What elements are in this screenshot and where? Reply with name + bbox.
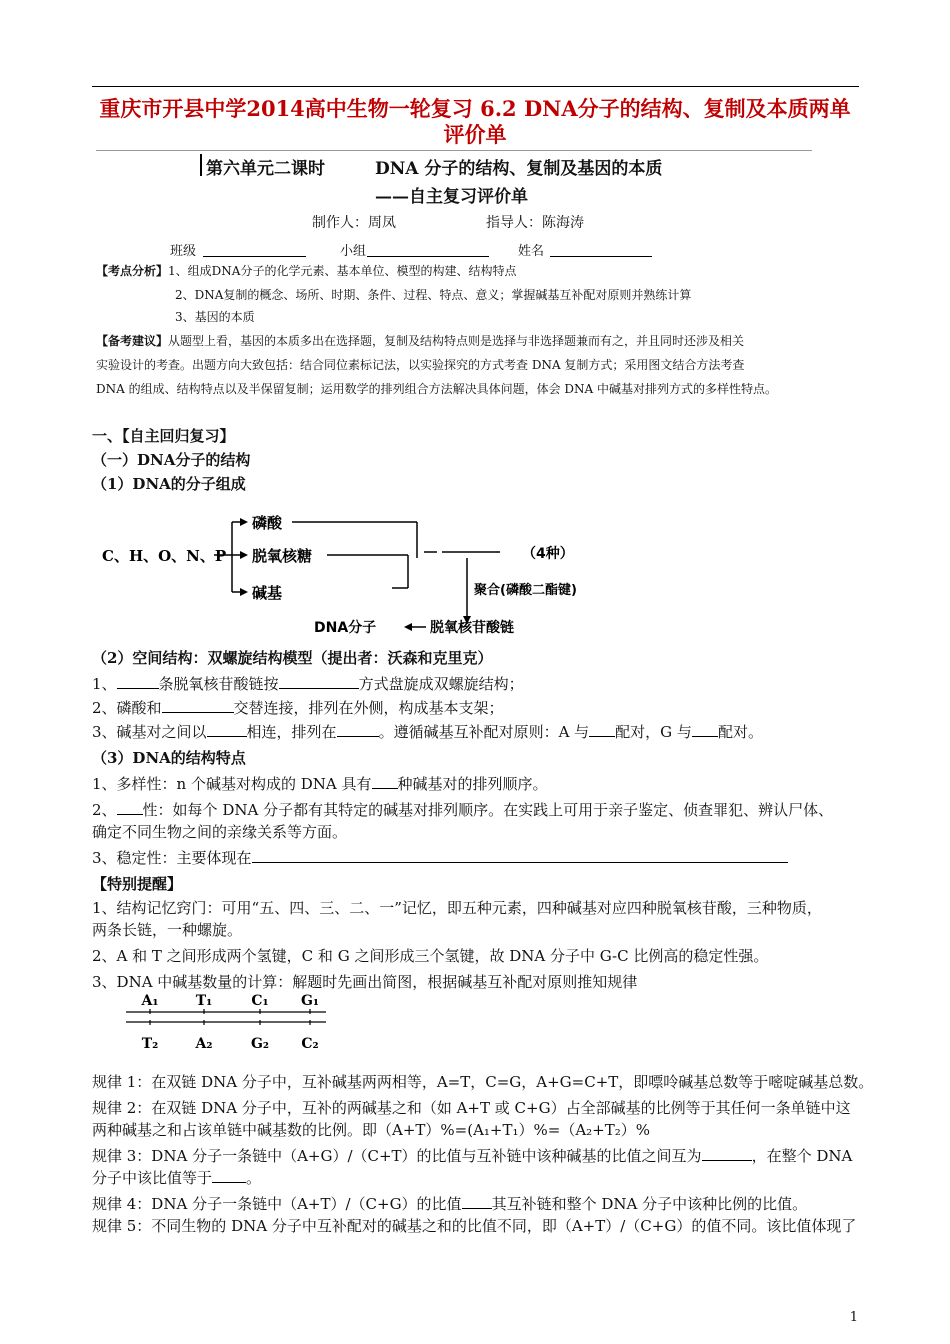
- page-number: 1: [849, 1310, 858, 1325]
- q3-mid2: 。遵循碱基互补配对原则：A 与: [378, 723, 590, 741]
- f1-prefix: 1、多样性：n 个碱基对构成的 DNA 具有: [92, 775, 372, 793]
- sub-heading-features: （3）DNA的结构特点: [92, 749, 246, 767]
- rule-3-cont: [92, 1168, 261, 1188]
- strand-bottom-2: G₂: [250, 1036, 270, 1052]
- analysis-label: 【考点分析】: [96, 264, 169, 278]
- deoxyribose-label: 脱氧核糖: [252, 547, 313, 565]
- header-top-rule: [96, 150, 812, 151]
- maker-label: 制作人：周凤: [312, 215, 396, 231]
- phosphate-label: 磷酸: [252, 514, 283, 532]
- q3-mid3: 配对，G 与: [615, 723, 692, 741]
- q3-prefix: 3、碱基对之间以: [92, 723, 207, 741]
- feature-2-cont: 确定不同生物之间的亲缘关系等方面。: [92, 823, 348, 841]
- r3-mid: ，在整个 DNA: [751, 1147, 853, 1165]
- feature-3: [92, 848, 788, 868]
- advice-text1: 从题型上看，基因的本质多出在选择题，复制及结构特点则是选择与非选择题兼而有之，并且同时还涉及相关: [168, 334, 745, 348]
- rule-4: [92, 1194, 807, 1214]
- feature-2: [92, 800, 833, 820]
- sub-heading-composition: （1）DNA的分子组成: [92, 475, 246, 493]
- f2-blank[interactable]: [117, 800, 143, 815]
- section-heading: 一、【自主回归复习】: [92, 427, 235, 445]
- kinds-label: （4种）: [522, 546, 574, 562]
- q1-blank-2[interactable]: [279, 674, 359, 689]
- question-2: [92, 698, 504, 718]
- f2-prefix: 2、: [92, 801, 117, 819]
- f1-blank[interactable]: [372, 774, 398, 789]
- group-label: 小组: [340, 244, 367, 259]
- advice-line3: DNA 的组成、结构特点以及半保留复制；运用数学的排列组合方法解决具体问题，体会 DNA 中碱基对排列方式的多样性特点。: [96, 382, 778, 396]
- strand-bottom-1: A₂: [195, 1036, 213, 1052]
- r4-prefix: 规律 4：DNA 分子一条链中（A+T）/（C+G）的比值: [92, 1195, 462, 1213]
- group-blank[interactable]: [367, 242, 489, 257]
- strand-top-0: A₁: [141, 993, 159, 1009]
- composition-diagram: [92, 500, 652, 640]
- doc-title-line2: 评价单: [443, 122, 507, 147]
- sub-heading-spatial: （2）空间结构：双螺旋结构模型（提出者：沃森和克里克）: [92, 649, 493, 667]
- advice-label: 【备考建议】: [96, 334, 169, 348]
- rule-2: 规律 2：在双链 DNA 分子中，互补的两碱基之和（如 A+T 或 C+G）占全部碱基的比例等于其任何一条单链中这: [92, 1099, 851, 1117]
- q3-suffix: 配对。: [717, 723, 763, 741]
- r4-suffix: 其互补链和整个 DNA 分子中该种比例的比值。: [491, 1195, 808, 1213]
- q2-suffix: 交替连接，排列在外侧，构成基本支架；: [233, 699, 504, 717]
- elements-label: C、H、O、N、P: [102, 547, 227, 565]
- r3-blank-1[interactable]: [702, 1146, 752, 1161]
- q1-suffix: 方式盘旋成双螺旋结构；: [358, 675, 524, 693]
- f2-text: 性：如每个 DNA 分子都有其特定的碱基对排列顺序。在实践上可用于亲子鉴定、侦查罪犯、辨认尸体、: [142, 801, 834, 819]
- rule-3: [92, 1146, 852, 1166]
- tip-3: 3、DNA 中碱基数量的计算：解题时先画出简图，根据碱基互补配对原则推知规律: [92, 973, 638, 991]
- header-unit: 第六单元二课时: [206, 159, 325, 179]
- polymerize-label: 聚合(磷酸二酯键): [474, 583, 577, 598]
- sub-heading-structure: （一）DNA分子的结构: [92, 451, 251, 469]
- strand-top-2: C₁: [251, 993, 269, 1009]
- name-label: 姓名: [518, 244, 545, 259]
- r3-cont: 分子中该比值等于: [92, 1169, 213, 1187]
- rule-5: 规律 5：不同生物的 DNA 分子中互补配对的碱基之和的比值不同，即（A+T）/（C+G）的值不同。该比值体现了: [92, 1217, 857, 1235]
- advice-line1: [96, 332, 744, 349]
- q3-blank-1[interactable]: [207, 722, 247, 737]
- q2-prefix: 2、磷酸和: [92, 699, 162, 717]
- q3-blank-4[interactable]: [692, 722, 718, 737]
- tip-1-cont: 两条长链，一种螺旋。: [92, 921, 243, 939]
- f1-suffix: 种碱基对的排列顺序。: [397, 775, 548, 793]
- base-label: 碱基: [252, 584, 283, 602]
- question-1: [92, 674, 524, 694]
- rule-1: 规律 1：在双链 DNA 分子中，互补碱基两两相等，A=T，C=G，A+G=C+T，即嘌呤碱基总数等于嘧啶碱基总数。: [92, 1073, 874, 1091]
- tip-2: 2、A 和 T 之间形成两个氢键，C 和 G 之间形成三个氢键，故 DNA 分子中 G-C 比例高的稳定性强。: [92, 947, 769, 965]
- dna-label: DNA分子: [314, 620, 377, 636]
- q1-mid: 条脱氧核苷酸链按: [158, 675, 279, 693]
- strand-diagram: [120, 992, 340, 1058]
- header-topic: DNA 分子的结构、复制及基因的本质: [375, 159, 663, 179]
- feature-1: [92, 774, 548, 794]
- f3-text: 3、稳定性：主要体现在: [92, 849, 252, 867]
- r3-prefix: 规律 3：DNA 分子一条链中（A+G）/（C+T）的比值与互补链中该种碱基的比值之间互为: [92, 1147, 702, 1165]
- class-label: 班级: [170, 244, 197, 259]
- advice-line2: 实验设计的考查。出题方向大致包括：结合同位素标记法，以实验探究的方式考查 DNA 复制方式；采用图文结合方法考查: [96, 358, 745, 372]
- guide-label: 指导人：陈海涛: [486, 215, 584, 231]
- rule-2-cont: 两种碱基之和占该单链中碱基数的比例。即（A+T）%=(A₁+T₁）%=（A₂+T₂）%: [92, 1121, 651, 1139]
- strand-bottom-0: T₂: [141, 1036, 159, 1052]
- f3-blank[interactable]: [252, 848, 788, 863]
- analysis-item2: 2、DNA复制的概念、场所、时期、条件、过程、特点、意义；掌握碱基互补配对原则并熟练计算: [175, 288, 692, 302]
- strand-top-1: T₁: [195, 993, 213, 1009]
- r4-blank[interactable]: [462, 1194, 492, 1209]
- r3-blank-2[interactable]: [212, 1168, 246, 1183]
- top-rule: [92, 86, 859, 87]
- tip-1: 1、结构记忆窍门：可用“五、四、三、二、一”记忆，即五种元素，四种碱基对应四种脱氧核苷酸，三种物质，: [92, 899, 822, 917]
- q3-blank-2[interactable]: [337, 722, 379, 737]
- chain-label: 脱氧核苷酸链: [430, 620, 514, 636]
- strand-top-3: G₁: [300, 993, 320, 1009]
- r3-end: 。: [246, 1169, 262, 1187]
- strand-bottom-3: C₂: [301, 1036, 319, 1052]
- q1-prefix: 1、: [92, 675, 117, 693]
- q3-blank-3[interactable]: [589, 722, 615, 737]
- question-3: [92, 722, 763, 742]
- q1-blank-1[interactable]: [117, 674, 159, 689]
- analysis-block: [96, 262, 516, 279]
- tips-heading: 【特别提醒】: [92, 875, 183, 893]
- q3-mid1: 相连，排列在: [246, 723, 337, 741]
- analysis-item3: 3、基因的本质: [175, 310, 255, 324]
- q2-blank[interactable]: [162, 698, 234, 713]
- doc-title-line1: 重庆市开县中学2014高中生物一轮复习 6.2 DNA分子的结构、复制及本质两单: [99, 96, 851, 121]
- header-left-bar: [200, 154, 202, 176]
- name-blank[interactable]: [550, 242, 652, 257]
- analysis-item1: 1、组成DNA分子的化学元素、基本单位、模型的构建、结构特点: [168, 264, 517, 278]
- class-blank[interactable]: [203, 242, 306, 257]
- header-subtitle: ——自主复习评价单: [375, 187, 528, 207]
